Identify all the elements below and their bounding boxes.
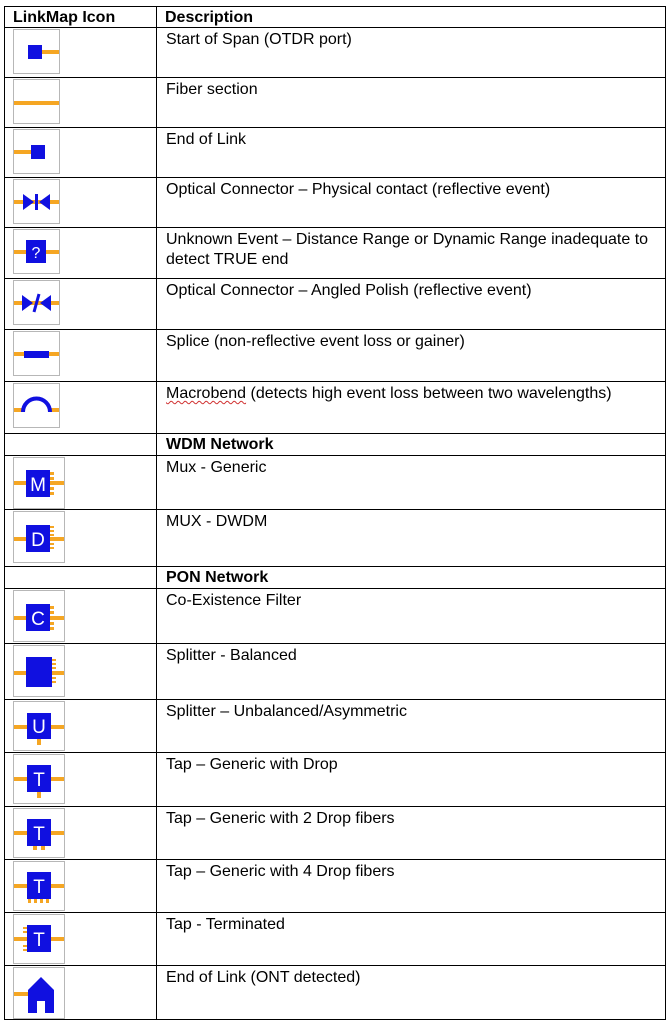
table-row	[5, 228, 666, 279]
row-description: Optical Connector – Physical contact (reflective event)	[157, 178, 666, 228]
mux-generic-icon	[13, 457, 65, 509]
start-of-span-icon	[13, 29, 60, 74]
table-row	[5, 860, 666, 913]
coexistence-glyph: C	[31, 609, 45, 630]
table-row	[5, 510, 666, 567]
connector-apc-icon	[13, 280, 60, 325]
section-row-wdm	[5, 434, 666, 456]
mux-dwdm-icon	[13, 511, 65, 563]
table-header-row	[5, 7, 666, 28]
table-row	[5, 28, 666, 78]
table-row	[5, 589, 666, 644]
tap-glyph: T	[33, 930, 45, 951]
tap-2-drop-icon	[13, 808, 65, 858]
table-row	[5, 644, 666, 700]
section-title-wdm: WDM Network	[157, 434, 666, 456]
table-row	[5, 913, 666, 966]
header-description: Description	[157, 7, 666, 28]
row-description: Splitter - Balanced	[157, 644, 666, 700]
row-description: Tap – Generic with Drop	[157, 753, 666, 807]
table-row	[5, 966, 666, 1020]
tap-glyph: T	[33, 824, 45, 845]
ont-end-of-link-icon	[13, 967, 65, 1019]
tap-4-drop-icon	[13, 861, 65, 911]
table-row	[5, 279, 666, 330]
connector-pc-icon	[13, 179, 60, 224]
section-title-pon: PON Network	[157, 567, 666, 589]
tap-drop-icon	[13, 754, 65, 804]
row-description: Macrobend (detects high event loss between two wavelengths)	[157, 382, 666, 434]
table-row	[5, 456, 666, 510]
coexistence-filter-icon	[13, 590, 65, 642]
spellcheck-word: Macrobend	[166, 385, 247, 402]
mux-glyph: M	[30, 475, 46, 496]
row-description: Optical Connector – Angled Polish (reflective event)	[157, 279, 666, 330]
splice-icon	[13, 331, 60, 376]
row-description: Fiber section	[157, 78, 666, 128]
dwdm-glyph: D	[31, 530, 45, 551]
row-description: Unknown Event – Distance Range or Dynamic Range inadequate to detect TRUE end	[157, 228, 666, 279]
section-row-pon	[5, 567, 666, 589]
tap-glyph: T	[33, 770, 45, 791]
table-row	[5, 78, 666, 128]
unknown-event-icon	[13, 229, 60, 274]
splitter-balanced-icon	[13, 645, 65, 697]
header-linkmap-icon: LinkMap Icon	[5, 7, 157, 28]
table-row	[5, 382, 666, 434]
fiber-section-icon	[13, 79, 60, 124]
row-description: End of Link	[157, 128, 666, 178]
end-of-link-icon	[13, 129, 60, 174]
tap-glyph: T	[33, 877, 45, 898]
table-row	[5, 330, 666, 382]
table-row	[5, 178, 666, 228]
row-description: Splitter – Unbalanced/Asymmetric	[157, 700, 666, 753]
table-row	[5, 753, 666, 807]
tap-terminated-icon	[13, 914, 65, 964]
linkmap-icon-table	[4, 6, 666, 1020]
table-row	[5, 700, 666, 753]
unbalanced-glyph: U	[32, 717, 46, 738]
row-description: Start of Span (OTDR port)	[157, 28, 666, 78]
macrobend-icon	[13, 383, 60, 428]
row-description: Mux - Generic	[157, 456, 666, 510]
row-description: MUX - DWDM	[157, 510, 666, 567]
row-description: Tap – Generic with 4 Drop fibers	[157, 860, 666, 913]
row-description: Co-Existence Filter	[157, 589, 666, 644]
row-description: Tap – Generic with 2 Drop fibers	[157, 807, 666, 860]
table-row	[5, 807, 666, 860]
row-description: Splice (non-reflective event loss or gainer)	[157, 330, 666, 382]
splitter-unbalanced-icon	[13, 701, 65, 751]
row-description: Tap - Terminated	[157, 913, 666, 966]
row-description: End of Link (ONT detected)	[157, 966, 666, 1020]
table-row	[5, 128, 666, 178]
question-glyph: ?	[31, 245, 41, 262]
